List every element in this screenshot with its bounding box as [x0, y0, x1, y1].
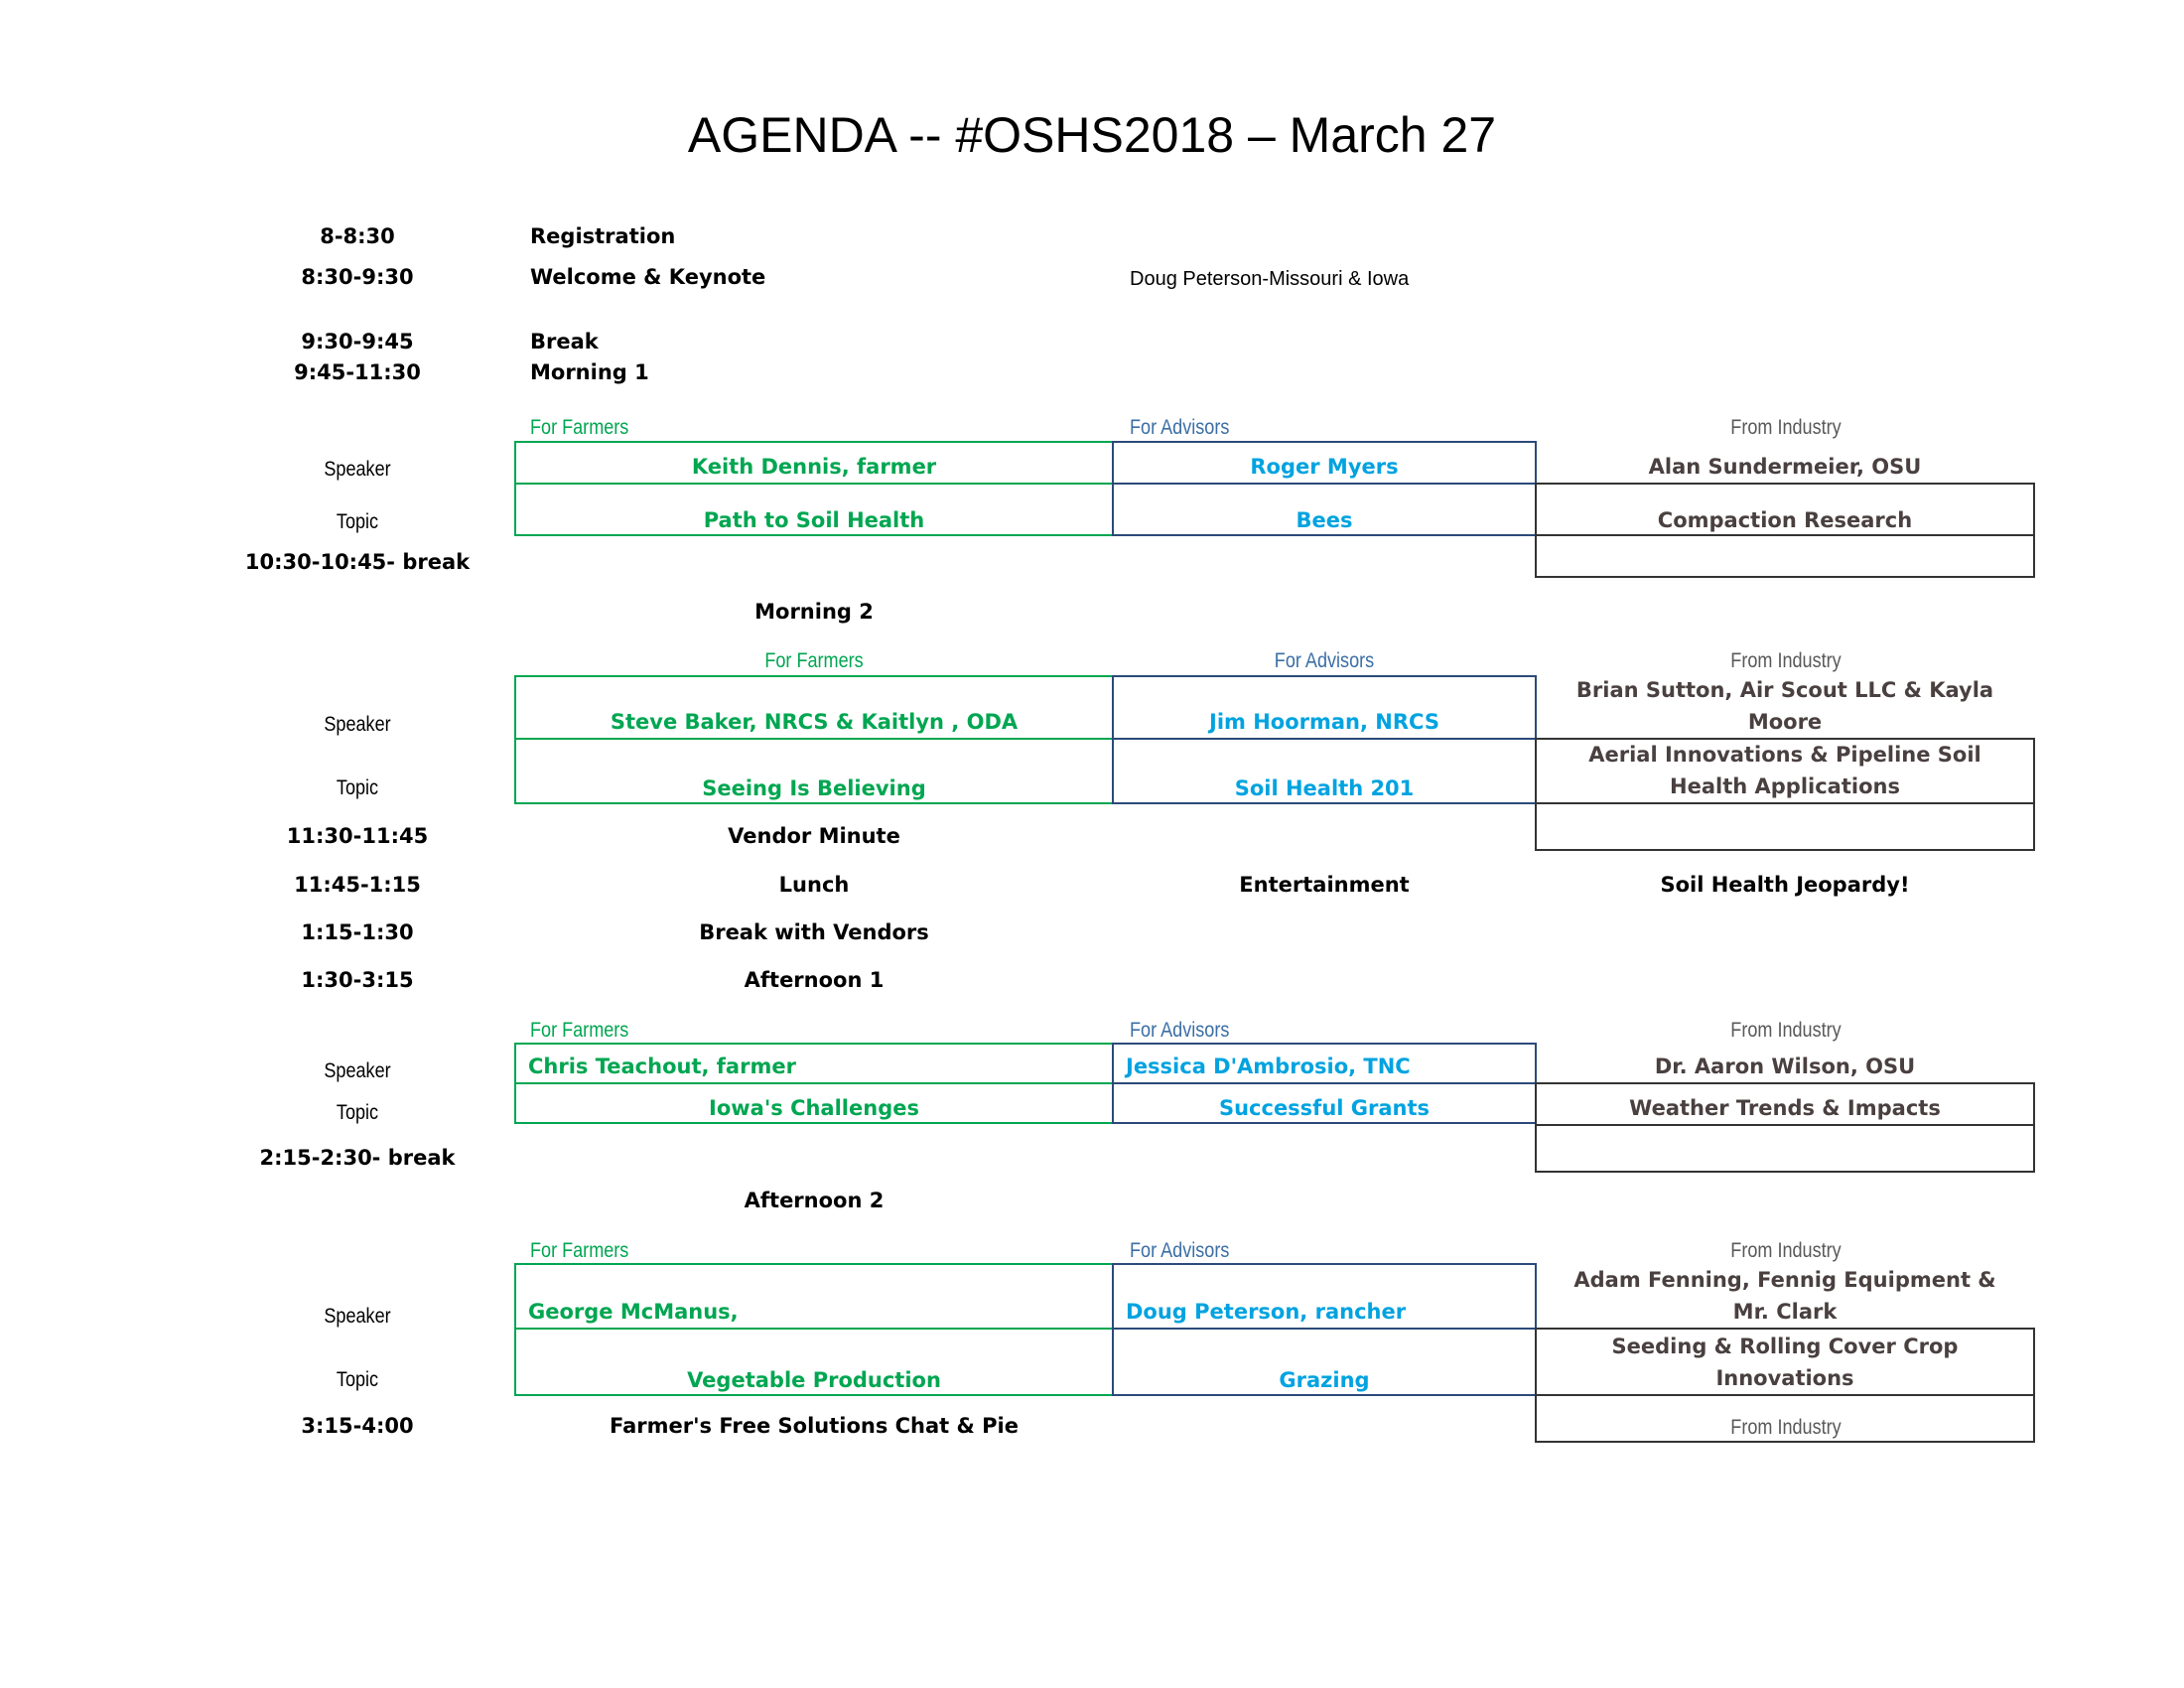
- time-afternoon-1: 1:30-3:15: [301, 968, 414, 992]
- row-label-speaker: Speaker: [324, 458, 391, 481]
- session-break-with-vendors: Break with Vendors: [699, 920, 929, 944]
- a1-industry-topic: Weather Trends & Impacts: [1629, 1096, 1941, 1120]
- a2-industry-speaker: Adam Fenning, Fennig Equipment & Mr. Clark: [1573, 1268, 1996, 1324]
- m1-farmers-topic: Path to Soil Health: [703, 508, 925, 532]
- m1-industry-topic: Compaction Research: [1657, 508, 1913, 532]
- session-morning-2: Morning 2: [754, 600, 874, 624]
- header-from-industry: From Industry: [1730, 416, 1842, 439]
- m2-industry-topic: Aerial Innovations & Pipeline Soil Health Applications: [1588, 743, 1981, 798]
- time-break-1: 10:30-10:45- break: [244, 550, 471, 574]
- session-morning-1: Morning 1: [530, 360, 649, 384]
- industry-divider-a1: [1535, 1124, 2035, 1126]
- row-label-speaker: Speaker: [324, 713, 391, 736]
- header-for-farmers: For Farmers: [530, 416, 629, 439]
- header-from-industry: From Industry: [1730, 1019, 1842, 1042]
- header-for-advisors: For Advisors: [1130, 1019, 1230, 1042]
- m1-advisors-speaker: Roger Myers: [1250, 455, 1399, 479]
- industry-divider-a2: [1535, 1394, 2035, 1396]
- row-label-speaker: Speaker: [324, 1059, 391, 1082]
- session-vendor-minute: Vendor Minute: [728, 824, 900, 848]
- a2-farmers-speaker: George McManus,: [528, 1300, 739, 1324]
- header-for-advisors: For Advisors: [1130, 416, 1230, 439]
- row-label-topic: Topic: [336, 1101, 379, 1124]
- a2-farmers-topic: Vegetable Production: [687, 1368, 941, 1392]
- session-entertainment: Entertainment: [1239, 873, 1410, 897]
- time-morning-1: 9:45-11:30: [294, 360, 421, 384]
- m1-farmers-speaker: Keith Dennis, farmer: [691, 455, 937, 479]
- a1-farmers-topic: Iowa's Challenges: [709, 1096, 919, 1120]
- header-from-industry: From Industry: [1730, 649, 1842, 672]
- session-afternoon-2: Afternoon 2: [744, 1189, 885, 1212]
- m2-advisors-speaker: Jim Hoorman, NRCS: [1209, 710, 1439, 734]
- a1-advisors-speaker: Jessica D'Ambrosio, TNC: [1126, 1055, 1411, 1078]
- row-label-topic: Topic: [336, 1368, 379, 1391]
- session-break: Break: [530, 330, 599, 353]
- m1-advisors-topic: Bees: [1296, 508, 1353, 532]
- a2-advisors-speaker: Doug Peterson, rancher: [1126, 1300, 1407, 1324]
- industry-divider-m2: [1535, 802, 2035, 804]
- time-lunch: 11:45-1:15: [294, 873, 421, 897]
- time-break-with-vendors: 1:15-1:30: [301, 920, 414, 944]
- a2-industry-topic: Seeding & Rolling Cover Crop Innovations: [1611, 1335, 1959, 1390]
- header-for-advisors: For Advisors: [1274, 649, 1375, 672]
- time-registration: 8-8:30: [320, 224, 395, 248]
- session-registration: Registration: [530, 224, 676, 248]
- time-vendor-minute: 11:30-11:45: [286, 824, 429, 848]
- header-from-industry: From Industry: [1730, 1239, 1842, 1262]
- header-for-farmers: For Farmers: [764, 649, 864, 672]
- keynote-speaker-note: Doug Peterson-Missouri & Iowa: [1130, 268, 1410, 290]
- header-for-advisors: For Advisors: [1130, 1239, 1230, 1262]
- header-for-farmers: For Farmers: [530, 1019, 629, 1042]
- a1-farmers-speaker: Chris Teachout, farmer: [528, 1055, 796, 1078]
- row-label-speaker: Speaker: [324, 1305, 391, 1328]
- m2-industry-speaker: Brian Sutton, Air Scout LLC & Kayla Moore: [1575, 678, 1994, 734]
- session-closing: Farmer's Free Solutions Chat & Pie: [610, 1414, 1019, 1438]
- closing-from-industry: From Industry: [1730, 1416, 1842, 1439]
- time-break-2: 2:15-2:30- break: [259, 1146, 456, 1170]
- session-afternoon-1: Afternoon 1: [744, 968, 885, 992]
- a1-industry-speaker: Dr. Aaron Wilson, OSU: [1654, 1055, 1916, 1078]
- time-break: 9:30-9:45: [301, 330, 414, 353]
- m2-advisors-topic: Soil Health 201: [1234, 776, 1415, 800]
- time-keynote: 8:30-9:30: [301, 265, 414, 289]
- m2-farmers-topic: Seeing Is Believing: [702, 776, 926, 800]
- session-keynote: Welcome & Keynote: [530, 265, 766, 289]
- a1-advisors-topic: Successful Grants: [1218, 1096, 1431, 1120]
- a2-advisors-topic: Grazing: [1279, 1368, 1370, 1392]
- row-label-topic: Topic: [336, 510, 379, 533]
- page-title: AGENDA -- #OSHS2018 – March 27: [687, 107, 1497, 163]
- m1-industry-speaker: Alan Sundermeier, OSU: [1648, 455, 1922, 479]
- m2-farmers-speaker: Steve Baker, NRCS & Kaitlyn , ODA: [610, 710, 1019, 734]
- row-label-topic: Topic: [336, 776, 379, 799]
- header-for-farmers: For Farmers: [530, 1239, 629, 1262]
- session-soil-health-jeopardy: Soil Health Jeopardy!: [1660, 873, 1910, 897]
- time-closing: 3:15-4:00: [301, 1414, 414, 1438]
- session-lunch: Lunch: [778, 873, 850, 897]
